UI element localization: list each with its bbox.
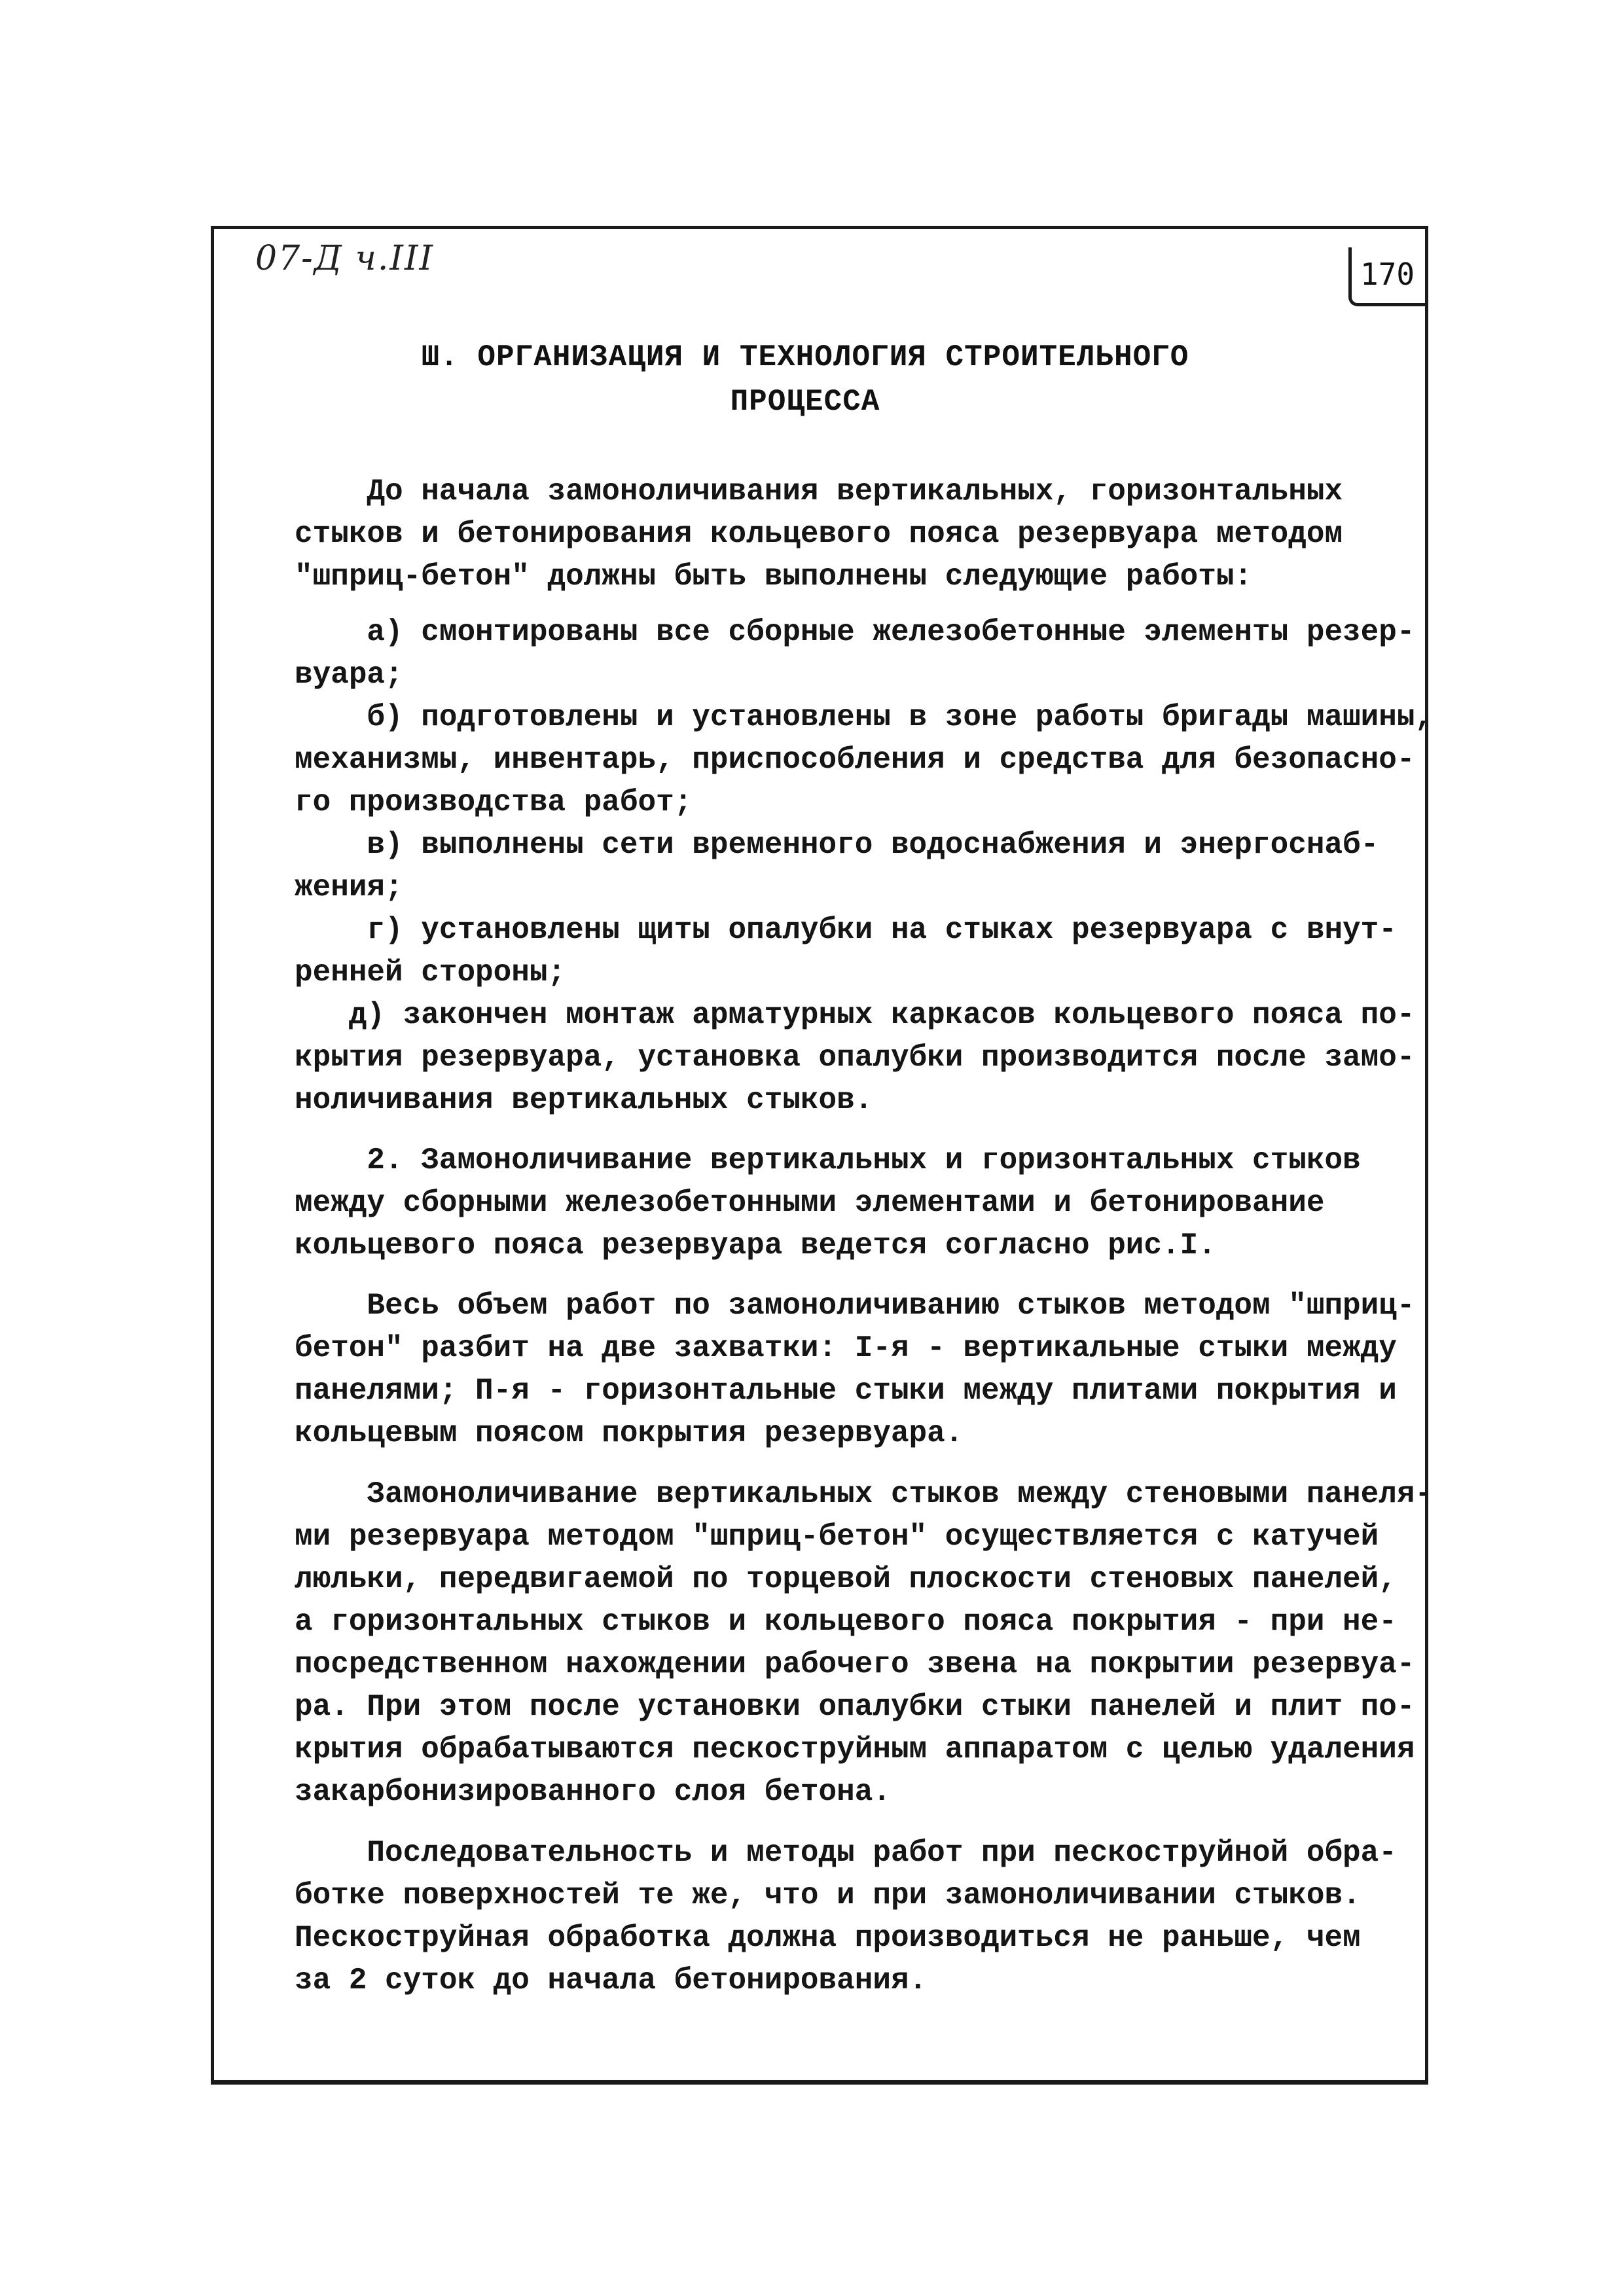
body-line: панелями; П-я - горизонтальные стыки между плитами покрытия и bbox=[295, 1374, 1397, 1408]
body-line: Пескоструйная обработка должна производиться не раньше, чем bbox=[295, 1921, 1361, 1955]
body-line: бетон" разбит на две захватки: I-я - вертикальные стыки между bbox=[295, 1331, 1397, 1365]
body-line: кольцевым поясом покрытия резервуара. bbox=[295, 1416, 964, 1450]
body-line: посредственном нахождении рабочего звена на покрытии резервуа- bbox=[295, 1647, 1415, 1681]
body-line: го производства работ; bbox=[295, 785, 693, 819]
body-line: Весь объем работ по замоноличиванию стыков методом "шприц- bbox=[295, 1289, 1415, 1323]
body-line: в) выполнены сети временного водоснабжения и энергоснаб- bbox=[295, 828, 1379, 862]
body-line: Последовательность и методы работ при пескоструйной обра- bbox=[295, 1836, 1397, 1870]
body-line: д) закончен монтаж арматурных каркасов кольцевого пояса по- bbox=[295, 998, 1415, 1032]
body-line: жения; bbox=[295, 870, 403, 905]
body-line: а) смонтированы все сборные железобетонные элементы резер- bbox=[295, 615, 1415, 649]
body-line: До начала замоноличивания вертикальных, горизонтальных bbox=[295, 475, 1343, 509]
section-title-line-1: Ш. ОРГАНИЗАЦИЯ И ТЕХНОЛОГИЯ СТРОИТЕЛЬНОГО bbox=[421, 340, 1189, 374]
body-line: ми резервуара методом "шприц-бетон" осуществляется с катучей bbox=[295, 1520, 1379, 1554]
body-line: ботке поверхностей те же, что и при замоноличивании стыков. bbox=[295, 1878, 1361, 1912]
body-line: ренней стороны; bbox=[295, 956, 566, 990]
body-line: механизмы, инвентарь, приспособления и средства для безопасно- bbox=[295, 743, 1415, 777]
body-line: "шприц-бетон" должны быть выполнены следующие работы: bbox=[295, 560, 1253, 594]
body-line: ра. При этом после установки опалубки стыки панелей и плит по- bbox=[295, 1690, 1415, 1724]
handwritten-document-code: 07-Д ч.III bbox=[255, 239, 435, 278]
body-line: 2. Замоноличивание вертикальных и горизонтальных стыков bbox=[295, 1143, 1361, 1177]
body-line: крытия обрабатываются пескоструйным аппаратом с целью удаления bbox=[295, 1732, 1415, 1767]
body-line: закарбонизированного слоя бетона. bbox=[295, 1775, 891, 1809]
page-number: 170 bbox=[1360, 257, 1415, 292]
body-line: а горизонтальных стыков и кольцевого пояса покрытия - при не- bbox=[295, 1605, 1397, 1639]
body-line: г) установлены щиты опалубки на стыках резервуара с внут- bbox=[295, 913, 1397, 947]
body-line: люльки, передвигаемой по торцевой плоскости стеновых панелей, bbox=[295, 1562, 1397, 1596]
body-line: между сборными железобетонными элементами и бетонирование bbox=[295, 1186, 1325, 1220]
body-line: кольцевого пояса резервуара ведется согласно рис.I. bbox=[295, 1229, 1216, 1263]
body-line: вуара; bbox=[295, 658, 403, 692]
body-line: ноличивания вертикальных стыков. bbox=[295, 1083, 873, 1117]
body-line: крытия резервуара, установка опалубки производится после замо- bbox=[295, 1041, 1415, 1075]
body-line: стыков и бетонирования кольцевого пояса резервуара методом bbox=[295, 517, 1343, 551]
body-line: б) подготовлены и установлены в зоне работы бригады машины, bbox=[295, 700, 1434, 734]
section-title-line-2: ПРОЦЕССА bbox=[730, 385, 880, 419]
body-line: за 2 суток до начала бетонирования. bbox=[295, 1964, 928, 1998]
body-line: Замоноличивание вертикальных стыков между стеновыми панеля- bbox=[295, 1477, 1434, 1511]
